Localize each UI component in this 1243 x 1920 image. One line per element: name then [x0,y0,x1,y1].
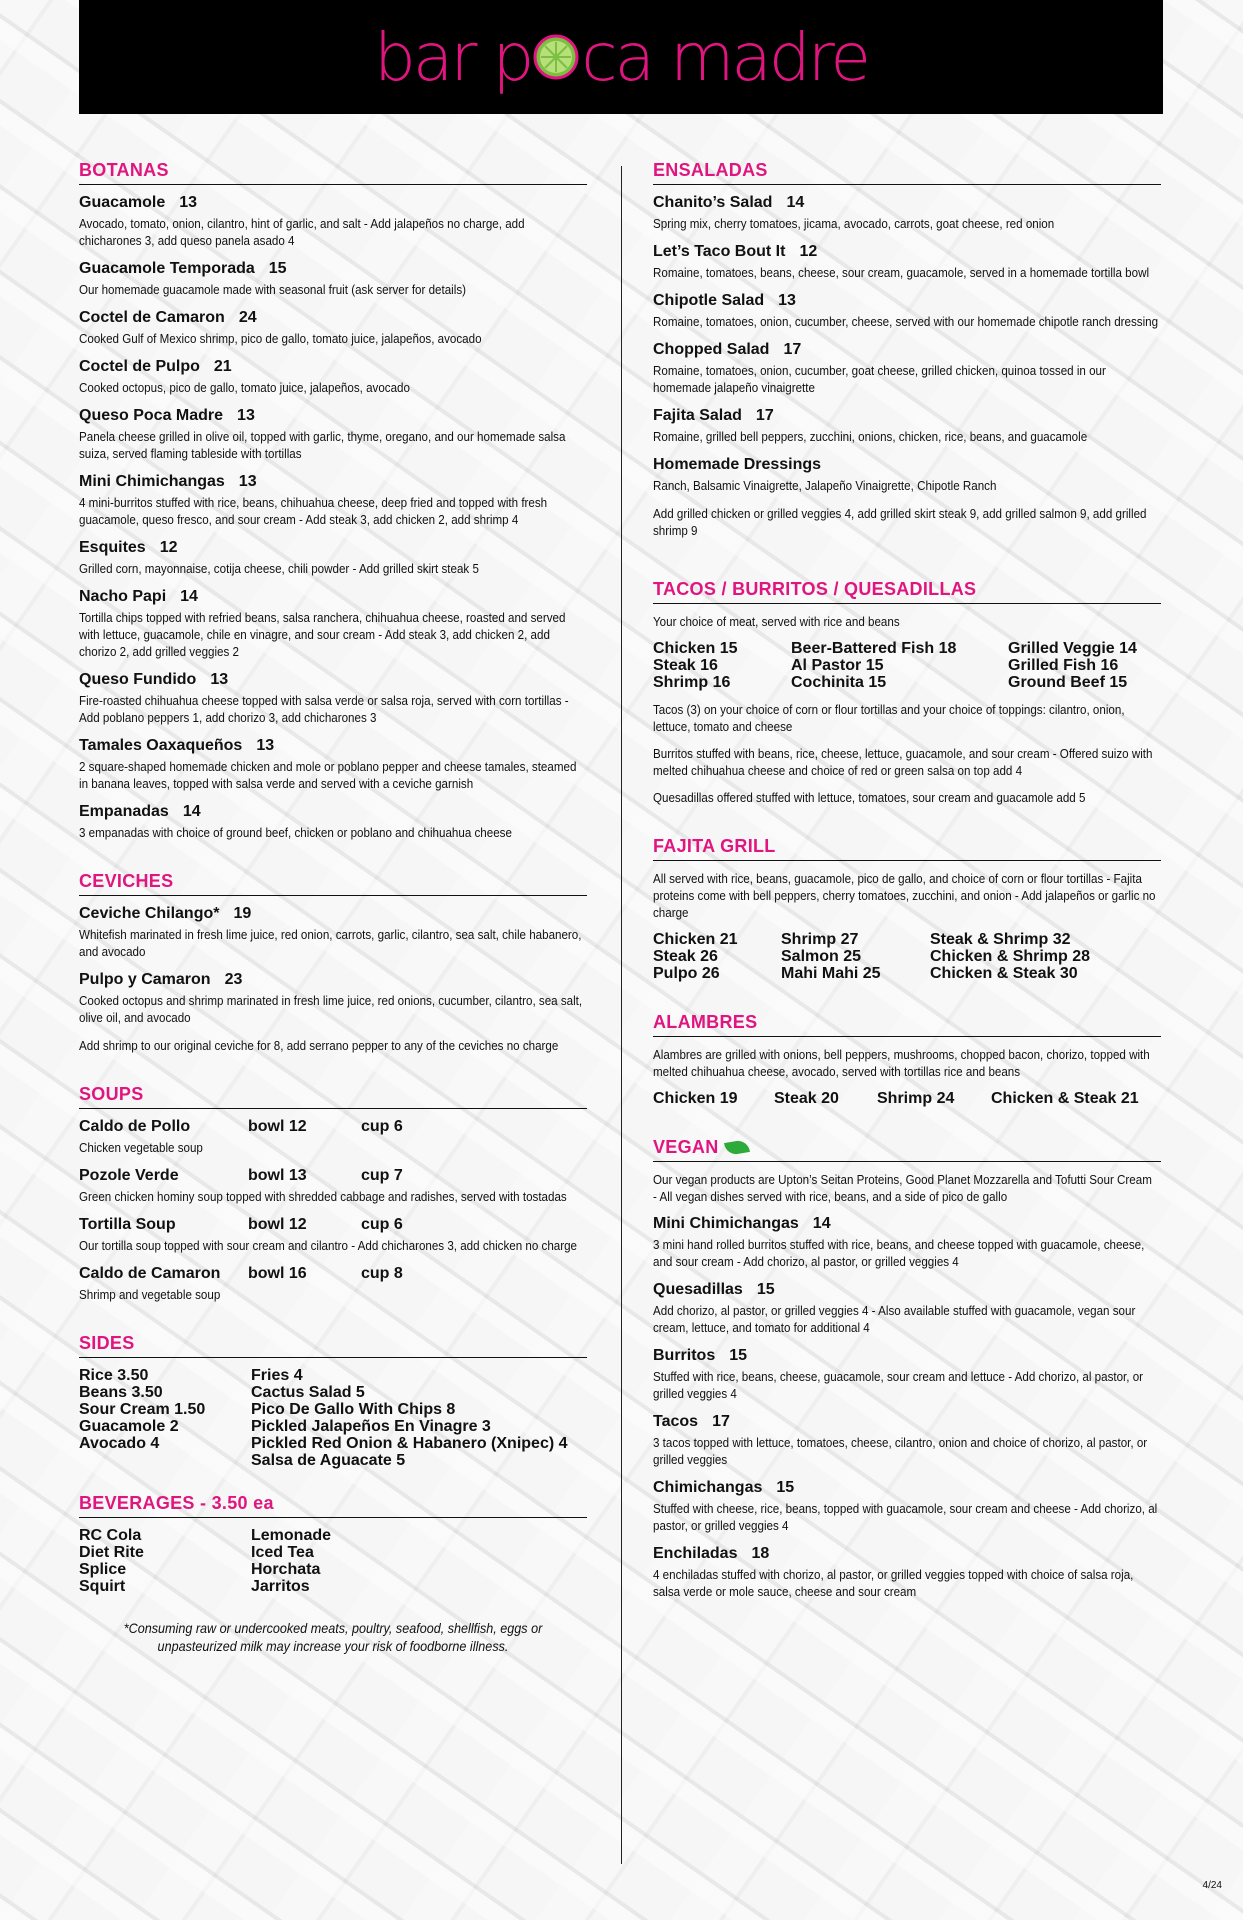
item-description: Panela cheese grilled in olive oil, topped with garlic, thyme, oregano, and our homemade salsa suiza, served flaming tableside with tortillas [79,429,566,461]
price-entry: RC Cola [79,1527,142,1544]
item-price: 18 [751,1545,770,1562]
price-entry: Steak 20 [774,1090,839,1107]
price-entry: Shrimp 27 [781,931,859,948]
menu-item [79,905,587,960]
item-header [653,243,1161,261]
section-title: FAJITA GRILL [653,836,1161,861]
item-price: 13 [210,671,229,688]
price-entry: Beer-Battered Fish 18 [791,640,957,657]
item-header [79,971,587,989]
tacos-note: Tacos (3) on your choice of corn or flour tortillas and your choice of toppings: cilantro, onion, lettuce, tomato and cheese [653,702,1125,734]
vegan-intro: Our vegan products are Upton’s Seitan Proteins, Good Planet Mozzarella and Tofutti Sour Cream - All vegan dishes served with rice, beans, and a side of pico de gallo [653,1172,1152,1204]
soup-header [79,1265,587,1283]
price-entry: Al Pastor 15 [791,657,884,674]
beverages-section [79,1493,587,1595]
section-title [653,1137,1161,1162]
item-header [653,456,1161,474]
item-price: 21 [213,358,232,375]
item-description: Our homemade guacamole made with seasonal fruit (ask server for details) [79,282,467,297]
item-price: 14 [812,1215,831,1232]
item-description: Cooked octopus and shrimp marinated in fresh lime juice, red onions, cucumber, cilantro, sea salt, olive oil, and avocado [79,993,583,1025]
item-price: 13 [238,473,257,490]
soup-name: Tortilla Soup [79,1216,176,1233]
item-name: Burritos [653,1347,716,1364]
item-name: Chimichangas [653,1479,763,1496]
header-bar [79,0,1163,114]
item-description: Romaine, tomatoes, onion, cucumber, cheese, served with our homemade chipotle ranch dressing [653,314,1159,329]
item-name: Mini Chimichangas [79,473,225,490]
menu-item [653,194,1161,232]
item-name: Chanito’s Salad [653,194,773,211]
right-column [653,160,1161,1612]
item-description: Cooked Gulf of Mexico shrimp, pico de gallo, tomato juice, jalapeños, avocado [79,331,482,346]
item-name: Mini Chimichangas [653,1215,799,1232]
item-price: 14 [182,803,201,820]
item-header [79,260,587,278]
item-price: 24 [238,309,257,326]
item-description: Stuffed with cheese, rice, beans, topped with guacamole, sour cream and cheese - Add chorizo, al pastor, or grilled veggies 4 [653,1501,1158,1533]
leaf-icon [724,1139,750,1156]
item-header [79,588,587,606]
soup-description: Green chicken hominy soup topped with shredded cabbage and radishes, served with tostadas [79,1189,567,1204]
item-name: Coctel de Pulpo [79,358,200,375]
item-header [653,407,1161,425]
item-header [79,803,587,821]
soups-section [79,1084,587,1303]
price-entry: Guacamole 2 [79,1418,179,1435]
price-entry: Jarritos [251,1578,310,1595]
item-price: 13 [237,407,255,424]
soup-bowl-price: bowl 16 [248,1265,307,1282]
soup-cup-price: cup 6 [361,1118,403,1135]
menu-item [653,292,1161,330]
item-name: Quesadillas [653,1281,743,1298]
item-price: 13 [179,194,198,211]
soup-name: Caldo de Camaron [79,1265,221,1282]
item-description: Tortilla chips topped with refried beans, salsa ranchera, chihuahua cheese, roasted and served with lettuce, guacamole, chile en vinagre, and sour cream - Add steak 3, add chicken 2, add chorizo 2, add grilled veggies 2 [79,610,566,659]
item-description: 2 square-shaped homemade chicken and mole or poblano pepper and cheese tamales, steamed in banana leaves, topped with salsa verde and served with a ceviche garnish [79,759,577,791]
item-description: Fire-roasted chihuahua cheese topped with salsa verde or salsa roja, served with corn tortillas - Add poblano peppers 1, add chorizo 3, add chicharones 3 [79,693,569,725]
soup-header [79,1167,587,1185]
menu-item [653,407,1161,445]
item-name: Tamales Oaxaqueños [79,737,243,754]
price-entry: Steak & Shrimp 32 [930,931,1071,948]
menu-item [79,309,587,347]
item-price: 17 [712,1413,730,1430]
price-entry: Chicken 15 [653,640,738,657]
ceviches-note: Add shrimp to our original ceviche for 8, add serrano pepper to any of the ceviches no charge [79,1038,559,1053]
item-name: Nacho Papi [79,588,167,605]
price-entry: Horchata [251,1561,321,1578]
soup-description: Chicken vegetable soup [79,1140,203,1155]
vegan-section [653,1137,1161,1600]
item-description: Romaine, grilled bell peppers, zucchini, onions, chicken, rice, beans, and guacamole [653,429,1088,444]
price-entry: Cochinita 15 [791,674,887,691]
logo-text-left: bar p [374,18,532,96]
item-description: Avocado, tomato, onion, cilantro, hint of garlic, and salt - Add jalapeños no charge, add chicharones 3, add queso panela asado 4 [79,216,525,248]
item-description: Stuffed with rice, beans, cheese, guacamole, sour cream and lettuce - Add chorizo, al pastor, or grilled veggies 4 [653,1369,1144,1401]
menu-item [79,588,587,660]
alambres-intro: Alambres are grilled with onions, bell peppers, mushrooms, chopped bacon, chorizo, topped with melted chihuahua cheese, avocado, served with tortillas rice and beans [653,1047,1150,1079]
menu-item [653,1479,1161,1534]
logo [374,19,868,96]
item-header [653,1281,1161,1299]
item-name: Queso Fundido [79,671,197,688]
soup-item [79,1118,587,1156]
footnote: *Consuming raw or undercooked meats, poultry, seafood, shellfish, eggs or unpasteurized milk may increase your risk of foodborne illness. [123,1620,543,1654]
price-entry: Chicken 19 [653,1090,738,1107]
fajita-intro: All served with rice, beans, guacamole, pico de gallo, and choice of corn or flour tortillas - Fajita proteins come with bell peppers, cherry tomatoes, zucchini, and onion - Add jalapeños or garlic no charge [653,871,1156,920]
item-name: Pulpo y Camaron [79,971,211,988]
menu-item [653,243,1161,281]
item-price: 14 [786,194,805,211]
item-header [653,292,1161,310]
item-price: 19 [233,905,252,922]
menu-item [79,407,587,462]
item-header [653,1545,1161,1563]
item-description: 3 tacos topped with lettuce, tomatoes, cheese, cilantro, onion and choice of chorizo, al pastor, or grilled veggies [653,1435,1148,1467]
ceviches-section [79,871,587,1054]
price-entry: Pico De Gallo With Chips 8 [251,1401,456,1418]
menu-item [79,671,587,726]
logo-text-right: ca madre [581,18,868,96]
item-header [79,358,587,376]
price-entry: Salmon 25 [781,948,862,965]
item-header [79,539,587,557]
item-name: Ceviche Chilango* [79,905,220,922]
item-description: Whitefish marinated in fresh lime juice, red onion, carrots, garlic, cilantro, sea salt, chile habanero, and avocado [79,927,582,959]
fajita-section [653,836,1161,982]
soup-cup-price: cup 7 [361,1167,403,1184]
price-entry: Shrimp 24 [877,1090,955,1107]
section-title: ENSALADAS [653,160,1161,185]
item-header [653,1215,1161,1233]
price-entry: Pickled Jalapeños En Vinagre 3 [251,1418,491,1435]
price-entry: Chicken 21 [653,931,738,948]
price-entry: Avocado 4 [79,1435,160,1452]
item-name: Fajita Salad [653,407,742,424]
price-entry: Iced Tea [251,1544,314,1561]
item-price: 12 [159,539,178,556]
section-title: BEVERAGES - 3.50 ea [79,1493,587,1518]
section-title: SOUPS [79,1084,587,1109]
soup-description: Our tortilla soup topped with sour cream and cilantro - Add chicharones 3, add chicken no charge [79,1238,578,1253]
menu-item [653,341,1161,396]
section-title: ALAMBRES [653,1012,1161,1037]
item-name: Tacos [653,1413,699,1430]
item-price: 14 [180,588,198,605]
item-header [653,194,1161,212]
botanas-section [79,160,587,841]
item-name: Guacamole [79,194,166,211]
item-header [79,309,587,327]
item-description: Romaine, tomatoes, beans, cheese, sour cream, guacamole, served in a homemade tortilla bowl [653,265,1150,280]
price-entry: Steak 16 [653,657,718,674]
section-title: TACOS / BURRITOS / QUESADILLAS [653,579,1161,604]
item-price: 15 [268,260,287,277]
item-header [79,737,587,755]
soup-bowl-price: bowl 13 [248,1167,307,1184]
tacos-note: Quesadillas offered stuffed with lettuce, tomatoes, sour cream and guacamole add 5 [653,790,1086,805]
alambres-section [653,1012,1161,1107]
soup-cup-price: cup 6 [361,1216,403,1233]
menu-item [79,260,587,298]
price-entry: Fries 4 [251,1367,303,1384]
item-price: 15 [756,1281,775,1298]
soup-description: Shrimp and vegetable soup [79,1287,221,1302]
menu-item [653,1281,1161,1336]
soup-item [79,1265,587,1303]
price-entry: Sour Cream 1.50 [79,1401,206,1418]
left-column [79,160,587,1655]
item-name: Homemade Dressings [653,456,822,473]
page-number: 4/24 [1202,1880,1222,1891]
menu-item [79,539,587,577]
item-name: Esquites [79,539,146,556]
item-description: Spring mix, cherry tomatoes, jicama, avocado, carrots, goat cheese, red onion [653,216,1055,231]
item-description: 3 empanadas with choice of ground beef, chicken or poblano and chihuahua cheese [79,825,512,840]
lime-icon [533,34,579,80]
item-header [79,905,587,923]
column-divider [621,166,622,1864]
item-price: 13 [256,737,275,754]
menu-item [79,737,587,792]
menu-item [653,456,1161,494]
price-entry: Ground Beef 15 [1008,674,1128,691]
item-header [79,671,587,689]
item-description: 3 mini hand rolled burritos stuffed with rice, beans, and cheese topped with guacamole, cheese, and sour cream - Add chorizo, al pastor, or grilled veggies 4 [653,1237,1145,1269]
tacos-note: Burritos stuffed with beans, rice, cheese, lettuce, guacamole, and sour cream - Offered suizo with melted chihuahua cheese and choice of red or green salsa on top add 4 [653,746,1153,778]
menu-item [653,1347,1161,1402]
ensaladas-note: Add grilled chicken or grilled veggies 4, add grilled skirt steak 9, add grilled salmon 9, add grilled shrimp 9 [653,506,1147,538]
item-name: Let’s Taco Bout It [653,243,786,260]
price-entry: Salsa de Aguacate 5 [251,1452,406,1469]
item-name: Queso Poca Madre [79,407,224,424]
item-name: Enchiladas [653,1545,738,1562]
item-price: 12 [799,243,818,260]
item-name: Chopped Salad [653,341,770,358]
price-entry: Rice 3.50 [79,1367,149,1384]
item-description: Add chorizo, al pastor, or grilled veggies 4 - Also available stuffed with guacamole, vegan sour cream, lettuce, and tomato for additional 4 [653,1303,1136,1335]
vegan-title-text: VEGAN [653,1137,719,1157]
item-price: 15 [776,1479,795,1496]
section-title: BOTANAS [79,160,587,185]
item-header [79,194,587,212]
item-name: Guacamole Temporada [79,260,255,277]
soup-header [79,1216,587,1234]
ensaladas-section [653,160,1161,539]
section-title: SIDES [79,1333,587,1358]
section-title: CEVICHES [79,871,587,896]
menu-item [79,358,587,396]
item-header [79,407,587,425]
item-description: Cooked octopus, pico de gallo, tomato juice, jalapeños, avocado [79,380,410,395]
soup-name: Caldo de Pollo [79,1118,191,1135]
item-header [653,1413,1161,1431]
item-price: 17 [755,407,774,424]
item-price: 23 [224,971,243,988]
price-entry: Chicken & Shrimp 28 [930,948,1091,965]
item-header [653,341,1161,359]
price-entry: Steak 26 [653,948,718,965]
price-entry: Pickled Red Onion & Habanero (Xnipec) 4 [251,1435,568,1452]
soup-item [79,1167,587,1205]
soup-bowl-price: bowl 12 [248,1118,307,1135]
item-description: Romaine, tomatoes, onion, cucumber, goat cheese, grilled chicken, quinoa tossed in our homemade jalapeño vinaigrette [653,363,1106,395]
soup-name: Pozole Verde [79,1167,179,1184]
menu-item [653,1413,1161,1468]
price-entry: Diet Rite [79,1544,144,1561]
menu-item [79,194,587,249]
menu-item [79,803,587,841]
item-description: Ranch, Balsamic Vinaigrette, Jalapeño Vinaigrette, Chipotle Ranch [653,478,997,493]
price-entry: Chicken & Steak 21 [991,1090,1139,1107]
price-entry: Beans 3.50 [79,1384,163,1401]
menu-item [653,1545,1161,1600]
price-entry: Cactus Salad 5 [251,1384,365,1401]
menu-item [79,473,587,528]
tacos-section [653,579,1161,806]
soup-header [79,1118,587,1136]
price-entry: Grilled Fish 16 [1008,657,1119,674]
price-entry: Squirt [79,1578,126,1595]
item-header [79,473,587,491]
item-name: Empanadas [79,803,169,820]
price-entry: Grilled Veggie 14 [1008,640,1137,657]
price-entry: Lemonade [251,1527,332,1544]
price-entry: Chicken & Steak 30 [930,965,1078,982]
price-entry [79,1452,251,1469]
price-entry: Pulpo 26 [653,965,720,982]
tacos-intro: Your choice of meat, served with rice and beans [653,614,900,629]
item-name: Coctel de Camaron [79,309,225,326]
item-header [653,1347,1161,1365]
item-name: Chipotle Salad [653,292,765,309]
soup-bowl-price: bowl 12 [248,1216,307,1233]
price-entry: Splice [79,1561,127,1578]
item-price: 13 [778,292,796,309]
menu-item [653,1215,1161,1270]
item-description: 4 mini-burritos stuffed with rice, beans, chihuahua cheese, deep fried and topped with fresh guacamole, queso fresco, and sour cream - Add steak 3, add chicken 2, add shrimp 4 [79,495,548,527]
price-entry: Shrimp 16 [653,674,731,691]
price-entry: Mahi Mahi 25 [781,965,881,982]
item-description: 4 enchiladas stuffed with chorizo, al pastor, or grilled veggies topped with choice of salsa roja, salsa verde or mole sauce, cheese and sour cream [653,1567,1134,1599]
item-header [653,1479,1161,1497]
sides-section [79,1333,587,1469]
soup-item [79,1216,587,1254]
item-price: 17 [783,341,802,358]
item-description: Grilled corn, mayonnaise, cotija cheese, chili powder - Add grilled skirt steak 5 [79,561,479,576]
menu-item [79,971,587,1026]
soup-cup-price: cup 8 [361,1265,403,1282]
item-price: 15 [729,1347,748,1364]
